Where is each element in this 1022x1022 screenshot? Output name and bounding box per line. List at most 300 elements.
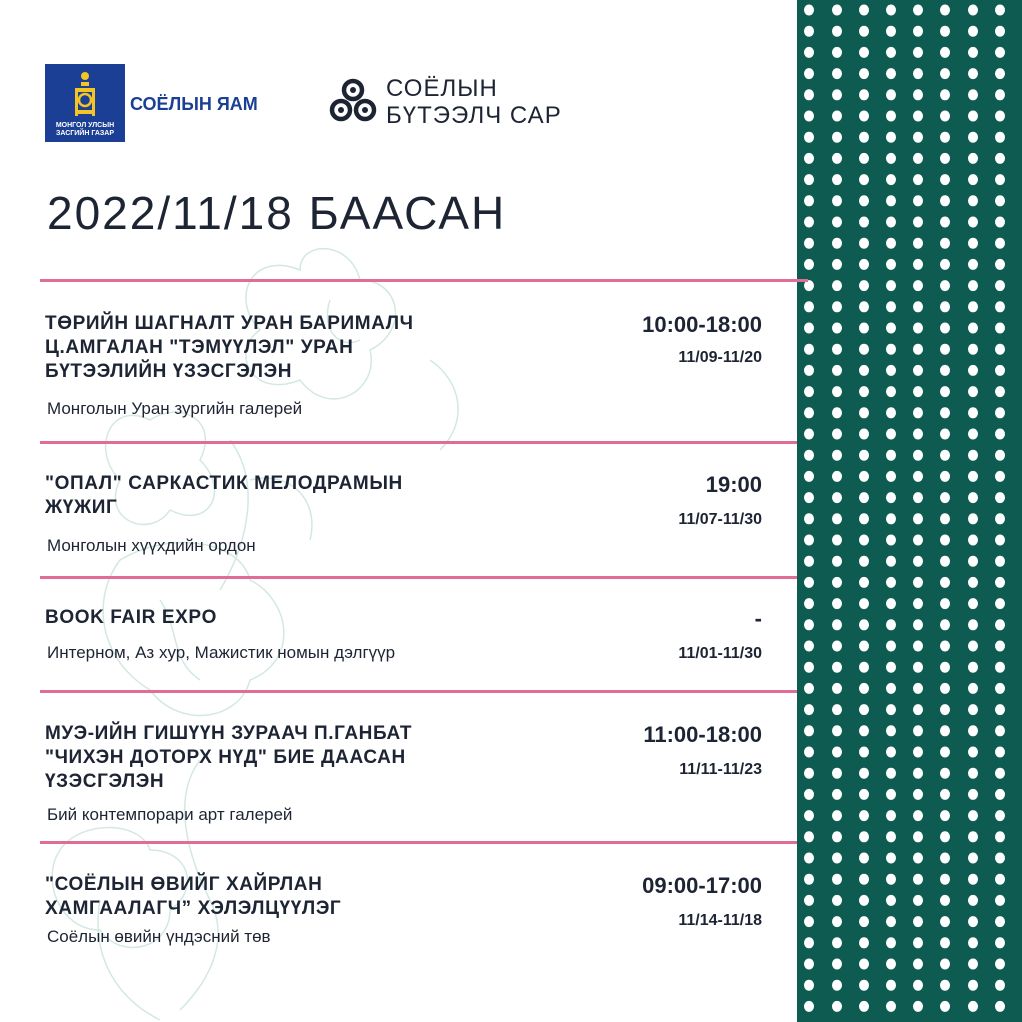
dot: [832, 959, 842, 970]
dot: [804, 937, 814, 948]
dot: [886, 831, 896, 842]
dot: [859, 641, 869, 652]
dot: [913, 810, 923, 821]
dot: [886, 365, 896, 376]
dot: [832, 937, 842, 948]
dot: [940, 789, 950, 800]
dot: [804, 26, 814, 37]
dot: [859, 619, 869, 630]
dot: [886, 641, 896, 652]
dot: [804, 895, 814, 906]
dot: [968, 5, 978, 16]
dot: [832, 323, 842, 334]
dot: [859, 280, 869, 291]
dot: [913, 747, 923, 758]
dot: [995, 895, 1005, 906]
dot: [940, 662, 950, 673]
dot: [804, 132, 814, 143]
dot: [995, 789, 1005, 800]
divider-line: [40, 690, 797, 693]
dot: [940, 238, 950, 249]
dot: [968, 535, 978, 546]
dot: [995, 641, 1005, 652]
dot: [832, 217, 842, 228]
dot: [832, 26, 842, 37]
dot: [886, 916, 896, 927]
dot: [832, 853, 842, 864]
dot: [886, 450, 896, 461]
dot: [913, 280, 923, 291]
dot: [832, 683, 842, 694]
dot: [995, 853, 1005, 864]
dot: [940, 153, 950, 164]
campaign-swirl-logo-icon: [327, 76, 379, 128]
dot: [968, 1001, 978, 1012]
dot: [995, 704, 1005, 715]
dot: [940, 174, 950, 185]
dot: [968, 365, 978, 376]
dot: [886, 323, 896, 334]
dot: [832, 789, 842, 800]
event-venue: Бий контемпорари арт галерей: [47, 805, 293, 824]
dot: [832, 662, 842, 673]
dot: [832, 556, 842, 567]
dot: [859, 450, 869, 461]
dot: [968, 937, 978, 948]
dot: [913, 916, 923, 927]
dot: [913, 789, 923, 800]
dot: [804, 429, 814, 440]
dot: [886, 111, 896, 122]
dot: [804, 598, 814, 609]
dot: [968, 26, 978, 37]
dot: [859, 68, 869, 79]
dot: [940, 471, 950, 482]
dot: [913, 937, 923, 948]
dot: [832, 704, 842, 715]
dot: [886, 344, 896, 355]
dot: [832, 47, 842, 58]
dot: [832, 535, 842, 546]
dot: [913, 407, 923, 418]
dot: [804, 1001, 814, 1012]
dot: [832, 513, 842, 524]
dot: [968, 789, 978, 800]
dot: [804, 89, 814, 100]
event-date-range: 11/14-11/18: [678, 912, 762, 929]
dot: [995, 810, 1005, 821]
dot: [832, 259, 842, 270]
dot: [832, 301, 842, 312]
dot: [886, 68, 896, 79]
dot: [804, 217, 814, 228]
dot: [940, 810, 950, 821]
divider-line: [40, 841, 797, 844]
divider-line: [40, 279, 808, 282]
dot: [913, 174, 923, 185]
dot: [804, 916, 814, 927]
dot: [859, 598, 869, 609]
dot: [886, 874, 896, 885]
dot: [804, 195, 814, 206]
dot: [995, 577, 1005, 588]
date-heading: 2022/11/18 БААСАН: [47, 187, 507, 239]
dot: [940, 1001, 950, 1012]
dot: [886, 662, 896, 673]
dot: [913, 768, 923, 779]
dot: [940, 5, 950, 16]
dot: [995, 471, 1005, 482]
dot: [913, 556, 923, 567]
dot: [859, 238, 869, 249]
dot: [804, 492, 814, 503]
dot: [886, 47, 896, 58]
event-venue: Интерном, Аз хур, Мажистик номын дэлгүүр: [47, 643, 396, 662]
dot: [940, 874, 950, 885]
dot: [913, 259, 923, 270]
dot: [913, 153, 923, 164]
event-date-range: 11/09-11/20: [678, 349, 762, 366]
dot: [913, 704, 923, 715]
dot: [968, 407, 978, 418]
event-time: 11:00-18:00: [643, 722, 762, 747]
dot: [968, 153, 978, 164]
dot: [968, 450, 978, 461]
dot: [995, 556, 1005, 567]
dot: [886, 937, 896, 948]
dot: [859, 895, 869, 906]
dot: [995, 959, 1005, 970]
event-title: "СОЁЛЫН ӨВИЙГ ХАЙРЛАН ХАМГААЛАГЧ” ХЭЛЭЛЦҮҮЛЭГ: [45, 874, 342, 919]
dot: [832, 5, 842, 16]
dot: [913, 619, 923, 630]
dot: [968, 810, 978, 821]
dot: [968, 513, 978, 524]
dot: [832, 492, 842, 503]
dot: [940, 725, 950, 736]
dot: [968, 301, 978, 312]
dot: [886, 535, 896, 546]
dot: [968, 429, 978, 440]
dot: [995, 111, 1005, 122]
dot: [859, 47, 869, 58]
dot: [804, 238, 814, 249]
dot: [968, 619, 978, 630]
dot: [913, 111, 923, 122]
dot: [995, 323, 1005, 334]
dot: [886, 1001, 896, 1012]
dot: [859, 789, 869, 800]
dot: [886, 217, 896, 228]
dot: [859, 344, 869, 355]
dot: [913, 598, 923, 609]
dot: [968, 556, 978, 567]
dot: [995, 1001, 1005, 1012]
dot: [995, 768, 1005, 779]
dot: [913, 492, 923, 503]
dot: [804, 619, 814, 630]
dot: [968, 344, 978, 355]
dot: [832, 280, 842, 291]
dot: [859, 153, 869, 164]
dot: [913, 959, 923, 970]
dot: [804, 725, 814, 736]
dot: [859, 407, 869, 418]
dot: [913, 683, 923, 694]
dot: [859, 704, 869, 715]
dot: [804, 323, 814, 334]
dot: [995, 429, 1005, 440]
dot: [940, 450, 950, 461]
dot: [940, 556, 950, 567]
dot: [832, 429, 842, 440]
government-emblem-logo: [45, 64, 125, 142]
dot: [832, 238, 842, 249]
dot: [804, 683, 814, 694]
event-title: ТӨРИЙН ШАГНАЛТ УРАН БАРИМАЛЧ Ц.АМГАЛАН "ТЭМҮҮЛЭЛ" УРАН БҮТЭЭЛИЙН ҮЗЭСГЭЛЭН: [45, 313, 414, 382]
dot: [859, 89, 869, 100]
dot: [886, 598, 896, 609]
dot: [940, 598, 950, 609]
dot: [913, 980, 923, 991]
dot: [832, 747, 842, 758]
dot: [832, 577, 842, 588]
dot: [940, 831, 950, 842]
dot: [832, 68, 842, 79]
dot: [804, 577, 814, 588]
dot: [995, 238, 1005, 249]
dot: [859, 937, 869, 948]
dot: [968, 280, 978, 291]
dot: [859, 195, 869, 206]
dot: [940, 704, 950, 715]
dot: [804, 5, 814, 16]
dot: [859, 831, 869, 842]
dot: [886, 195, 896, 206]
dot: [968, 853, 978, 864]
dot: [832, 641, 842, 652]
dot: [859, 217, 869, 228]
dot: [968, 471, 978, 482]
dot: [940, 280, 950, 291]
dot: [859, 535, 869, 546]
dot: [995, 174, 1005, 185]
dot: [968, 386, 978, 397]
dot: [995, 535, 1005, 546]
dot: [995, 725, 1005, 736]
dot: [832, 153, 842, 164]
dot: [832, 195, 842, 206]
dot: [913, 344, 923, 355]
dot: [968, 323, 978, 334]
dot: [886, 301, 896, 312]
dot: [940, 195, 950, 206]
dot: [832, 1001, 842, 1012]
dot: [804, 831, 814, 842]
dot: [804, 874, 814, 885]
dot: [804, 301, 814, 312]
dot: [804, 513, 814, 524]
dot: [968, 217, 978, 228]
dot: [886, 174, 896, 185]
dot: [886, 280, 896, 291]
dot: [832, 386, 842, 397]
dot: [940, 323, 950, 334]
dot: [832, 895, 842, 906]
dot: [886, 492, 896, 503]
dot: [832, 916, 842, 927]
campaign-title-line1: СОЁЛЫН: [386, 75, 498, 102]
dot: [913, 26, 923, 37]
dot: [804, 407, 814, 418]
dot: [968, 768, 978, 779]
dot: [968, 577, 978, 588]
campaign-title: [386, 75, 562, 129]
dot: [804, 853, 814, 864]
dot: [995, 344, 1005, 355]
dot: [968, 874, 978, 885]
dot: [968, 916, 978, 927]
dot: [913, 386, 923, 397]
dot: [859, 853, 869, 864]
dot: [859, 174, 869, 185]
dot: [804, 810, 814, 821]
dot: [804, 450, 814, 461]
dot: [859, 980, 869, 991]
dot: [940, 980, 950, 991]
event-time: 09:00-17:00: [642, 873, 762, 898]
dot: [832, 874, 842, 885]
dot: [804, 153, 814, 164]
dot: [940, 217, 950, 228]
dot: [913, 513, 923, 524]
dot: [859, 259, 869, 270]
dot: [940, 959, 950, 970]
dot: [859, 471, 869, 482]
dot: [968, 747, 978, 758]
dot: [913, 47, 923, 58]
dot: [804, 174, 814, 185]
event-title: "ОПАЛ" САРКАСТИК МЕЛОДРАМЫН ЖҮЖИГ: [45, 473, 403, 518]
dot: [913, 895, 923, 906]
dot: [968, 111, 978, 122]
dot: [913, 577, 923, 588]
dot: [804, 662, 814, 673]
dot: [940, 89, 950, 100]
dot: [886, 683, 896, 694]
dot: [886, 980, 896, 991]
event-date-range: 11/01-11/30: [678, 645, 762, 662]
dot: [968, 662, 978, 673]
dot: [940, 895, 950, 906]
dot: [968, 895, 978, 906]
dot: [804, 704, 814, 715]
dot: [859, 810, 869, 821]
dot: [886, 853, 896, 864]
dot: [940, 301, 950, 312]
dot: [804, 535, 814, 546]
dot: [940, 68, 950, 79]
dot: [968, 259, 978, 270]
dot: [968, 641, 978, 652]
dot: [940, 683, 950, 694]
dot: [886, 429, 896, 440]
dot: [859, 5, 869, 16]
dot: [832, 450, 842, 461]
dot: [859, 683, 869, 694]
dot: [913, 831, 923, 842]
dot: [968, 89, 978, 100]
dot: [913, 725, 923, 736]
dot: [832, 598, 842, 609]
dot: [886, 747, 896, 758]
dot: [995, 217, 1005, 228]
dot: [913, 5, 923, 16]
dot: [940, 26, 950, 37]
dot: [859, 429, 869, 440]
dot: [886, 5, 896, 16]
dot: [832, 344, 842, 355]
dot: [886, 259, 896, 270]
dot: [995, 153, 1005, 164]
dot: [832, 768, 842, 779]
dot: [995, 407, 1005, 418]
dot: [804, 344, 814, 355]
dot: [886, 132, 896, 143]
dot: [859, 513, 869, 524]
event-date-range: 11/11-11/23: [679, 761, 762, 778]
dot: [832, 111, 842, 122]
event-venue: Соёлын өвийн үндэсний төв: [47, 927, 271, 946]
dot: [913, 323, 923, 334]
dot: [995, 195, 1005, 206]
dot: [913, 89, 923, 100]
dot: [940, 132, 950, 143]
dot: [940, 535, 950, 546]
dot: [995, 280, 1005, 291]
dot: [804, 768, 814, 779]
event-time: -: [754, 606, 762, 631]
dot: [886, 789, 896, 800]
dot: [832, 365, 842, 376]
dot: [886, 153, 896, 164]
dot: [968, 683, 978, 694]
dot: [913, 68, 923, 79]
dot: [804, 386, 814, 397]
dot: [995, 513, 1005, 524]
dot: [859, 26, 869, 37]
dot: [940, 365, 950, 376]
divider-line: [40, 441, 797, 444]
dot: [940, 492, 950, 503]
dot: [859, 556, 869, 567]
dot: [940, 853, 950, 864]
event-time: 19:00: [705, 472, 762, 497]
dot: [804, 556, 814, 567]
dot: [995, 492, 1005, 503]
dot: [859, 874, 869, 885]
dot: [886, 577, 896, 588]
dot-pattern: [797, 0, 1022, 1022]
event-venue: Монголын хүүхдийн ордон: [47, 536, 256, 555]
campaign-title-line2: БҮТЭЭЛЧ САР: [386, 102, 562, 129]
dot: [913, 641, 923, 652]
government-caption: МОНГОЛ УЛСЫН ЗАСГИЙН ГАЗАР: [55, 122, 115, 137]
dot: [913, 450, 923, 461]
dot: [913, 535, 923, 546]
dot: [913, 238, 923, 249]
dot: [832, 831, 842, 842]
